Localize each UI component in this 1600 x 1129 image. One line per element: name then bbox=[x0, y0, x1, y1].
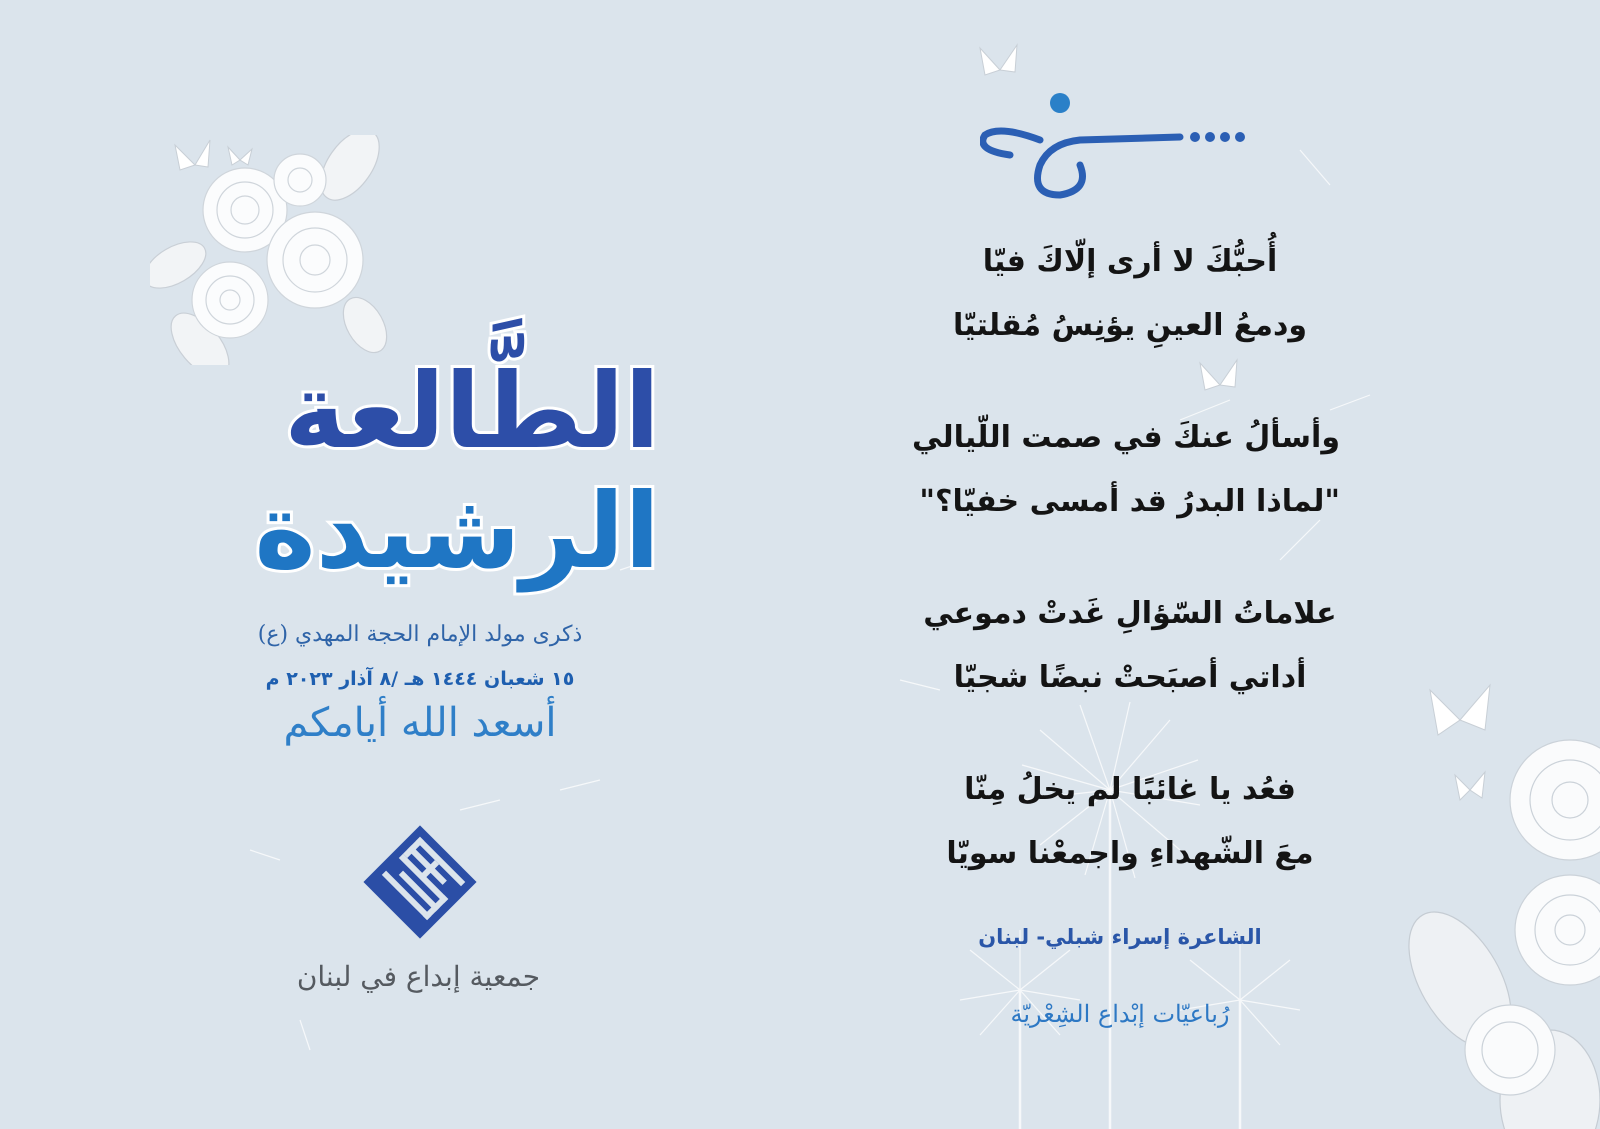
organization-name: جمعية إبداع في لبنان bbox=[296, 960, 540, 993]
poem-line: معَ الشّهداءِ واجمعْنا سويّا bbox=[946, 836, 1314, 871]
poem-line: وأسألُ عنكَ في صمت اللّيالي bbox=[912, 420, 1340, 455]
poem-line: فعُد يا غائبًا لم يخلُ مِنّا bbox=[964, 772, 1296, 807]
mahdi-calligraphy-icon bbox=[980, 85, 1270, 215]
poem-stanza bbox=[920, 582, 1340, 710]
kufic-square-logo-icon bbox=[360, 822, 480, 942]
event-date: ١٥ شعبان ١٤٤٤ هـ /٨ آذار ٢٠٢٣ م bbox=[265, 668, 575, 690]
paper-flowers-icon bbox=[1400, 680, 1600, 1129]
poem-stanza bbox=[920, 230, 1340, 358]
title-line-1: الطَّالعة bbox=[284, 350, 660, 472]
poem-line: علاماتُ السّؤالِ غَدتْ دموعي bbox=[923, 596, 1337, 631]
poem-line: "لماذا البدرُ قد أمسى خفيّا؟" bbox=[919, 484, 1340, 519]
butterfly-icon bbox=[170, 135, 260, 195]
series-name: رُباعيّات إبْداع الشِعْريّة bbox=[1010, 1000, 1230, 1028]
greeting-calligraphy: أسعد الله أيامكم bbox=[283, 700, 557, 746]
poem-stanza bbox=[912, 406, 1340, 534]
butterfly-icon bbox=[975, 40, 1025, 85]
poem-line: أُحبُّكَ لا أرى إلّاكَ فيّا bbox=[982, 244, 1278, 279]
occasion-subtitle: ذكرى مولد الإمام الحجة المهدي (ع) bbox=[257, 622, 583, 647]
poem-author: الشاعرة إسراء شبلي- لبنان bbox=[978, 925, 1262, 949]
poem-stanza bbox=[920, 758, 1340, 886]
poem-line: أداتي أصبَحتْ نبضًا شجيّا bbox=[953, 660, 1307, 695]
poem-line: ودمعُ العينِ يؤنِسُ مُقلتيّا bbox=[952, 308, 1308, 343]
poster-title bbox=[170, 250, 670, 610]
poem bbox=[912, 230, 1340, 934]
title-line-2: الرشيدة bbox=[254, 470, 660, 592]
